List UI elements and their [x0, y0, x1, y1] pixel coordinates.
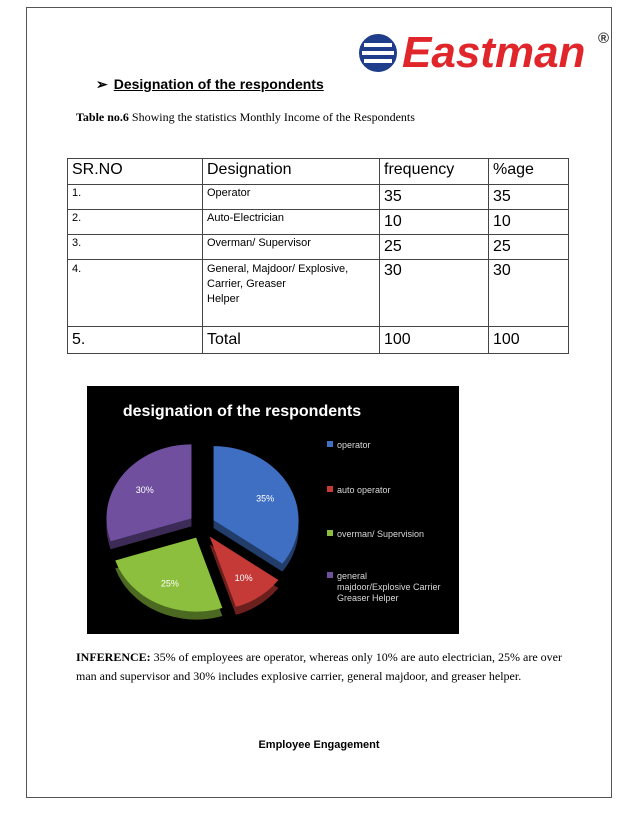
table-row: [68, 260, 569, 327]
page-footer: Employee Engagement: [258, 739, 380, 751]
cell-srno: 1.: [68, 185, 203, 210]
cell-frequency: 100: [380, 327, 489, 354]
inference-paragraph: [76, 648, 566, 686]
inference-text: 35% of employees are operator, whereas only 10% are auto electrician, 25% are over man and supervisor and 30% includes explosive carrier, general majdoor, and greaser helper.: [76, 650, 563, 683]
cell-designation-line: Carrier, Greaser: [207, 278, 286, 290]
pie-data-label: 10%: [234, 573, 253, 584]
cell-designation-line: General, Majdoor/ Explosive,: [207, 263, 349, 275]
cell-percentage: 100: [489, 327, 569, 354]
cell-frequency: 35: [380, 185, 489, 210]
eastman-logo: [358, 26, 616, 80]
cell-srno: 2.: [68, 210, 203, 235]
legend-entry: general: [337, 571, 368, 581]
cell-srno: 5.: [68, 327, 203, 354]
logo-text: Eastman: [402, 28, 586, 77]
legend-entry: overman/ Supervision: [337, 529, 425, 539]
inference-label: INFERENCE:: [76, 650, 151, 664]
cell-designation: [203, 260, 380, 327]
table-row: [68, 210, 569, 235]
table-row: [68, 185, 569, 210]
pie-data-label: 25%: [160, 578, 179, 589]
cell-percentage: 35: [489, 185, 569, 210]
cell-designation: Overman/ Supervisor: [203, 235, 380, 260]
section-heading-text: Designation of the respondents: [113, 76, 324, 92]
registered-mark: ®: [598, 30, 610, 47]
header-cell-percentage: %age: [489, 159, 569, 185]
header-cell-designation: Designation: [203, 159, 380, 185]
pie-slice: [214, 446, 299, 563]
cell-designation: Operator: [203, 185, 380, 210]
table-header-row: [68, 159, 569, 185]
section-heading: [96, 76, 324, 93]
table-total-row: [68, 327, 569, 354]
legend-swatch: [327, 572, 333, 578]
cell-frequency: 30: [380, 260, 489, 327]
legend-swatch: [327, 486, 333, 492]
legend-entry: Greaser Helper: [337, 593, 399, 603]
pie-chart: [87, 386, 459, 634]
pie-data-label: 35%: [256, 493, 275, 504]
cell-percentage: 30: [489, 260, 569, 327]
legend-entry: majdoor/Explosive Carrier: [337, 582, 441, 592]
legend-swatch: [327, 530, 333, 536]
table-row: [68, 235, 569, 260]
cell-srno: 4.: [68, 260, 203, 327]
table-caption: [76, 110, 415, 125]
cell-srno: 3.: [68, 235, 203, 260]
header-cell-frequency: frequency: [380, 159, 489, 185]
cell-designation: Auto-Electrician: [203, 210, 380, 235]
designation-table: [67, 158, 569, 354]
cell-frequency: 10: [380, 210, 489, 235]
cell-designation-line: Helper: [207, 293, 240, 305]
pie-data-label: 30%: [135, 484, 154, 495]
header-cell-srno: SR.NO: [68, 159, 203, 185]
cell-designation: Total: [203, 327, 380, 354]
pie-chart-svg: [87, 386, 459, 634]
eastman-globe-icon: [358, 32, 400, 76]
cell-percentage: 25: [489, 235, 569, 260]
cell-percentage: 10: [489, 210, 569, 235]
pie-slice: [115, 538, 222, 612]
cell-frequency: 25: [380, 235, 489, 260]
legend-entry: auto operator: [337, 485, 391, 495]
chart-title: designation of the respondents: [122, 403, 362, 420]
arrow-bullet-icon: ➢: [96, 76, 108, 92]
legend-entry: operator: [337, 440, 371, 450]
table-caption-text: Showing the statistics Monthly Income of the Respondents: [128, 110, 415, 124]
legend-swatch: [327, 441, 333, 447]
table-caption-label: Table no.6: [76, 110, 129, 124]
